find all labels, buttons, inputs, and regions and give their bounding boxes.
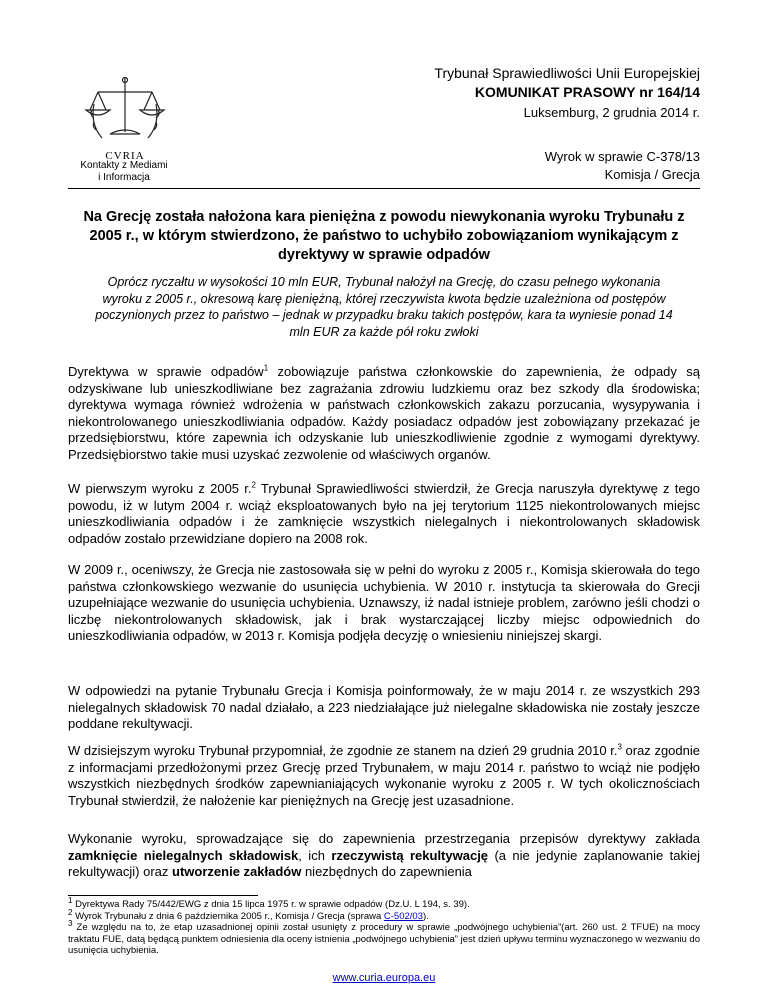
place-date: Luksemburg, 2 grudnia 2014 r.: [523, 105, 700, 120]
footnote-ref-2: 2: [251, 480, 256, 490]
p6-bold-2: rzeczywistą rekultywację: [331, 847, 489, 863]
paragraph-4: W odpowiedzi na pytanie Trybunału Grecja i Komisja poinformowały, że w maju 2014 r. ze wszystkich 293 nielegalnych składowisk 70 nadal działało, a 223 niedziałające już nielegalne składowiska nie zostały jeszcze poddane rekultywacji.: [68, 683, 700, 732]
logo-wordmark: CVRIA: [105, 150, 145, 162]
curia-website-link[interactable]: www.curia.europa.eu: [332, 972, 436, 984]
p6-bold-1: zamknięcie nielegalnych składowisk: [68, 847, 299, 863]
contact-line-1: Kontakty z Mediami: [80, 160, 168, 171]
institution-name: Trybunał Sprawiedliwości Unii Europejskiej: [434, 65, 700, 81]
paragraph-1: [68, 364, 700, 464]
paragraph-3: W 2009 r., oceniwszy, że Grecja nie zastosowała się w pełni do wyroku z 2005 r., Komisja skierowała do tego państwa członkowskiego wezwanie do usunięcia uchybienia. W 2010 r. instytucja ta skierowała do Grecji uzupełniające wezwanie do usunięcia uchybienia. Uznawszy, iż nadal istnieje problem, zarówno jeśli chodzi o liczbę niekontrolowanych składowisk, jak i brak wystarczającej liczby miejsc odpowiednich do unieszkodliwiania odpadów, w 2013 r. Komisja podjęła decyzję o wniesieniu niniejszej skargi.: [68, 562, 700, 644]
footnote-2-number: 2: [68, 907, 73, 917]
footnote-2-text-b: ).: [423, 911, 429, 922]
footnote-3-text: Ze względu na to, że etap uzasadnionej opinii został usunięty z procedury w sprawie „podwójnego uchybienia”(art. 260 ust. 2 TFUE) na mocy traktatu FUE, datą będącą punktem odniesienia dla oceny istnienia „podwójnego uchybienia” jest dzień upływu terminu wyznaczonego w wezwaniu do usunięcia uchybienia.: [68, 922, 700, 956]
paragraph-6: [68, 831, 700, 881]
footnote-1: [68, 895, 700, 911]
paragraph-2: [68, 481, 700, 547]
subtitle: Oprócz ryczałtu w wysokości 10 mln EUR, Trybunał nałożył na Grecję, do czasu pełnego wykonania wyroku z 2005 r., okresową karę pieniężną, której rzeczywista kwota będzie uzależniona od postępów poczynionych przez to państwo – jednak w przypadku braku takich postępów, kara ta wyniesie ponad 14 mln EUR za każde pół roku zwłoki: [95, 275, 673, 339]
footnote-2: [68, 907, 700, 923]
footnote-ref-3: 3: [617, 742, 622, 752]
case-parties: Komisja / Grecja: [604, 167, 700, 182]
p5-text-b: oraz zgodnie z informacjami przedłożonymi przez Grecję przed Trybunałem, w maju 2014 r. państwo to wciąż nie podjęło wszystkich niezbędnych środków zapewnianiających wykonanie wyroku z 2005 r. W tych okolicznościach Trybunał stwierdził, że nałożenie kar pieniężnych na Grecję jest uzasadnione.: [68, 743, 700, 808]
p1-text-b: zobowiązuje państwa członkowskie do zapewnienia, że odpady są odzyskiwane lub unieszkodliwiane bez zagrażania zdrowiu ludzkiemu oraz bez szkody dla środowiska; dyrektywa wymaga również wdrożenia w państwach członkowskich zakazu porzucania, wysypywania i niekontrolowanego unieszkodliwiania odpadów. Każdy posiadacz odpadów jest zobowiązany przekazać je przedsiębiorstwu, które zapewnia ich odzyskanie lub unieszkodliwienie zgodnie z wymogami dyrektywy. Przedsiębiorstwo takie musi uzyskać zezwolenie od właściwych organów.: [68, 364, 700, 462]
footnote-divider: [68, 895, 258, 896]
p2-text-a: W pierwszym wyroku z 2005 r.: [68, 481, 252, 496]
header-divider: [68, 188, 700, 189]
footnote-2-text-a: Wyrok Trybunału z dnia 6 października 2005 r., Komisja / Grecja (sprawa: [72, 911, 384, 922]
footnote-ref-1: 1: [263, 363, 269, 373]
p5-text-a: W dzisiejszym wyroku Trybunał przypomniał, że zgodnie ze stanem na dzień 29 grudnia 2010 r.: [68, 743, 618, 758]
footnote-3-number: 3: [68, 918, 73, 928]
p2-text-b: Trybunał Sprawiedliwości stwierdził, że Grecja naruszyła dyrektywę z tego powodu, iż w lutym 2004 r. wciąż eksploatowanych było na jej terytorium 1125 niekontrolowanych miejsc unieszkodliwiania odpadów i że zamknięcie wszystkich nielegalnych i niekontrolowanych składowisk odpadów zostało przewidziane dopiero na 2008 rok.: [68, 481, 701, 546]
p6-text-a: Wykonanie wyroku, sprowadzające się do zapewnienia przestrzegania przepisów dyrektywy zakłada: [68, 831, 700, 846]
footer: [0, 972, 768, 984]
page-title: Na Grecję została nałożona kara pieniężna z powodu niewykonania wyroku Trybunału z 2005 r., w którym stwierdzono, że państwo to uchybiło zobowiązaniom wynikającym z dyrektywy w sprawie odpadów: [83, 209, 685, 263]
p6-text-d: (a nie jedynie zaplanowanie takiej rekultywacji) oraz: [68, 847, 700, 880]
p6-bold-3: utworzenie zakładów: [172, 864, 302, 880]
p6-text-e: niezbędnych do zapewnienia: [301, 864, 472, 880]
p6-text-c: , ich: [298, 847, 332, 863]
footnote-1-number: 1: [68, 895, 73, 905]
paragraph-5: [68, 743, 700, 809]
media-contact-label: [68, 160, 180, 184]
press-release-number: KOMUNIKAT PRASOWY nr 164/14: [474, 84, 700, 100]
case-c-502-03-link[interactable]: C-502/03: [383, 911, 423, 922]
p1-text-a: Dyrektywa w sprawie odpadów: [68, 364, 264, 379]
case-number: Wyrok w sprawie C-378/13: [544, 149, 700, 164]
contact-line-2: i Informacja: [98, 172, 150, 183]
footnote-1-text: Dyrektywa Rady 75/442/EWG z dnia 15 lipca 1975 r. w sprawie odpadów (Dz.U. L 194, s. 39).: [72, 899, 470, 910]
curia-scales-logo-icon: [80, 74, 170, 150]
footnote-3: [68, 918, 700, 957]
